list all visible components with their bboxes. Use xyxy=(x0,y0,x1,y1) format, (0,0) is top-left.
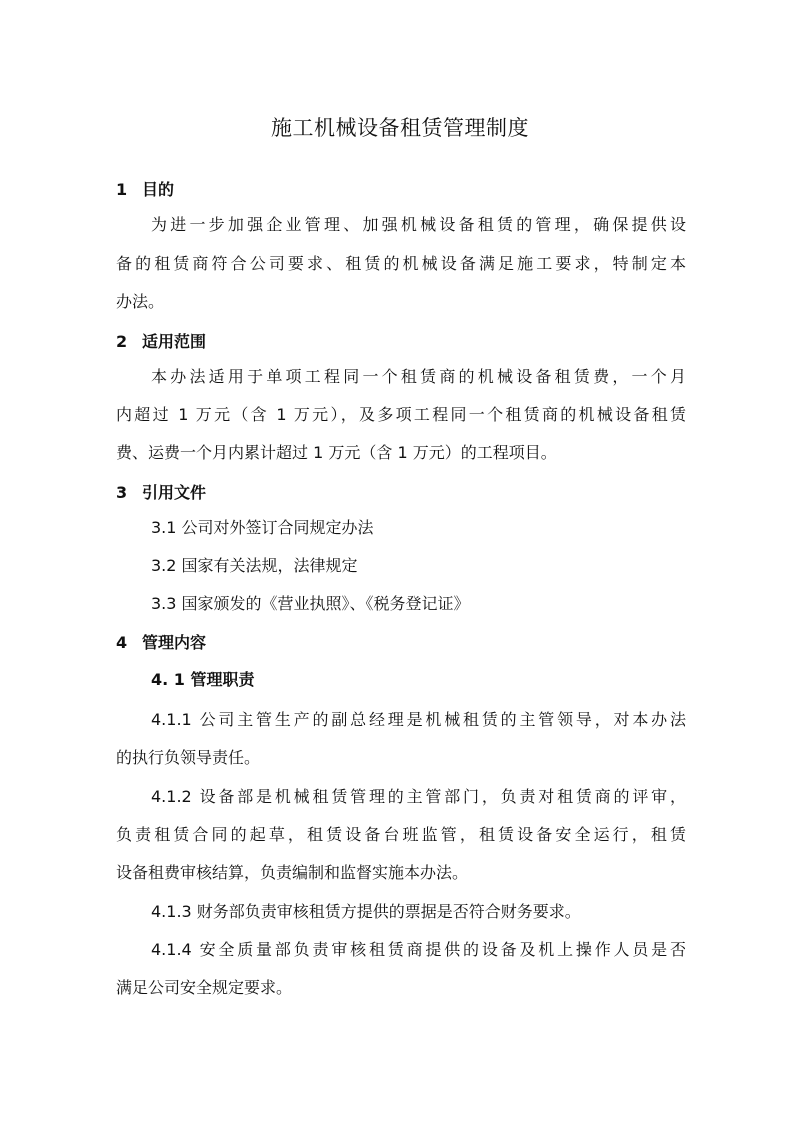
section-title: 管理内容 xyxy=(142,633,207,652)
section-number: 1 xyxy=(116,180,128,199)
paragraph-line: 费、运费一个月内累计超过 1 万元（含 1 万元）的工程项目。 xyxy=(116,443,557,462)
paragraph-line: 本办法适用于单项工程同一个租赁商的机械设备租赁费，一个月 xyxy=(151,367,686,386)
paragraph-line: 办法。 xyxy=(116,292,165,311)
paragraph-line: 的执行负领导责任。 xyxy=(116,748,261,767)
paragraph-line: 内超过 1 万元（含 1 万元），及多项工程同一个租赁商的机械设备租赁 xyxy=(116,405,686,424)
section-heading xyxy=(116,332,206,352)
section-number: 4 xyxy=(116,633,128,652)
paragraph-line: 4.1.2 设备部是机械租赁管理的主管部门，负责对租赁商的评审， xyxy=(151,787,686,806)
paragraph-line: 4.1.3 财务部负责审核租赁方提供的票据是否符合财务要求。 xyxy=(151,902,581,921)
section-number: 2 xyxy=(116,332,128,351)
section-title: 引用文件 xyxy=(142,483,207,502)
paragraph-line: 负责租赁合同的起草，租赁设备台班监管，租赁设备安全运行，租赁 xyxy=(116,825,686,844)
section-heading xyxy=(116,633,206,653)
section-number: 3 xyxy=(116,483,128,502)
document-title: 施工机械设备租赁管理制度 xyxy=(271,116,529,140)
paragraph-line: 满足公司安全规定要求。 xyxy=(116,978,293,997)
list-item: 3.3 国家颁发的《营业执照》、《税务登记证》 xyxy=(151,594,470,613)
paragraph-line: 设备租费审核结算，负责编制和监督实施本办法。 xyxy=(116,863,469,882)
subsection-heading: 4. 1 管理职责 xyxy=(151,670,255,689)
section-heading xyxy=(116,180,174,200)
section-title: 适用范围 xyxy=(142,332,207,351)
list-item: 3.1 公司对外签订合同规定办法 xyxy=(151,518,374,537)
section-heading xyxy=(116,483,206,503)
paragraph-line: 备的租赁商符合公司要求、租赁的机械设备满足施工要求，特制定本 xyxy=(116,254,686,273)
paragraph-line: 4.1.4 安全质量部负责审核租赁商提供的设备及机上操作人员是否 xyxy=(151,940,686,959)
section-title: 目的 xyxy=(142,180,175,199)
paragraph-line: 为进一步加强企业管理、加强机械设备租赁的管理，确保提供设 xyxy=(151,215,686,234)
list-item: 3.2 国家有关法规，法律规定 xyxy=(151,556,358,575)
paragraph-line: 4.1.1 公司主管生产的副总经理是机械租赁的主管领导，对本办法 xyxy=(151,710,686,729)
